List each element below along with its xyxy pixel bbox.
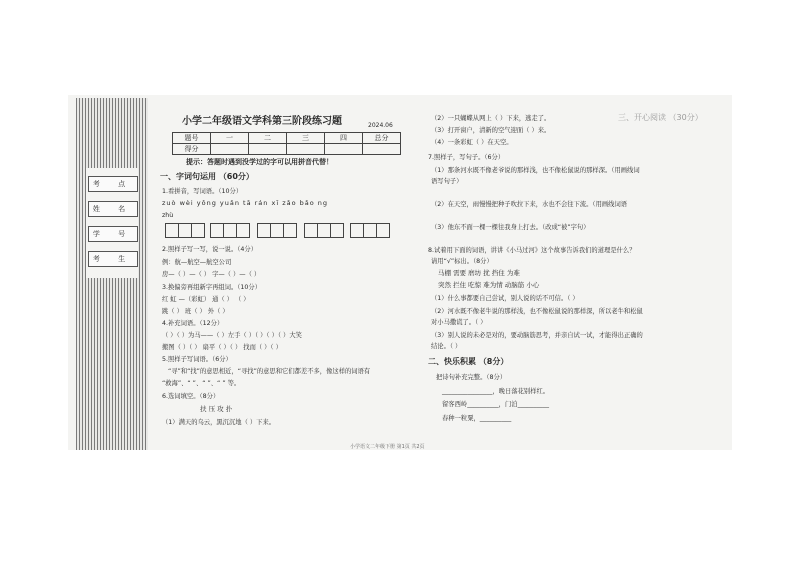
binding-label-student: 考 生 — [88, 251, 138, 267]
binding-label-name: 姓 名 — [88, 201, 138, 217]
q7-item-3: （3）他东不面一棵一棵往我身上打去。（改成“被”字句） — [431, 224, 590, 231]
q3-line-1: 红 虹 —（彩虹） 通（ ） （ ） — [162, 296, 250, 303]
s2-line-3: 春种一粒粟，__________ — [442, 415, 512, 422]
binding-label-exam-site: 考 点 — [88, 176, 138, 192]
q2-prompt: 2.照样子写一写，说一说。（4分） — [162, 246, 258, 253]
q7-item-1: （1）那条河水既不像老爷说的那样浅，也不像松鼠说的那样深。（用画线词 — [431, 167, 640, 174]
section-2-heading: 二、快乐积累 （8分） — [428, 357, 509, 366]
q8-statement-3b: 结论。（ ） — [431, 343, 462, 350]
score-cell — [325, 144, 363, 155]
q8-prompt: 8.试着用下面的词语，讲讲《小马过河》这个故事告诉我们的道理是什么？ — [428, 247, 636, 254]
q8-statement-2b: 对小马撒谎了。（ ） — [431, 319, 487, 326]
q4-line-2: 搬图（ ）（ ） 扇平（ ）（ ） 找而（ ）（ ） — [162, 344, 282, 351]
q5-text: “寻”和“找”的意思相近，“寻找”的意思和它们都差不多，像这样的词语有 — [168, 368, 371, 375]
exam-date: 2024.06 — [368, 122, 393, 129]
page-footer: 小学语文二年级下册 第1页 共2页 — [350, 444, 425, 450]
q6-prompt: 6.选词填空。（8分） — [162, 393, 220, 400]
q7-item-1b: 语写句子） — [431, 178, 463, 185]
q4-line-1: （ ）（ ）为马——（ ）左手（ ）（ ）（ ）（ ）大笑 — [162, 332, 302, 339]
q8-word-bank-1: 马棚 需要 磨坊 扰 挡住 为难 — [438, 269, 520, 277]
score-cell — [363, 144, 401, 155]
answer-grid-4 — [304, 223, 343, 238]
q4-prompt: 4.补充词语。（12分） — [162, 320, 224, 327]
q2-line: 房—（ ）—（ ） 字—（ ）—（ ） — [162, 271, 261, 278]
answer-grid-1 — [165, 223, 204, 238]
q6-line-3: （3）打开窗户，清新的空气迎面（ ）来。 — [431, 127, 551, 134]
section-3-heading: 三、开心阅读 （30分） — [618, 113, 703, 122]
score-table-score-row — [173, 144, 401, 155]
q7-item-2: （2）在天空，雨慢慢把种子吹拉下来，水也不会往下流。（用画线词语 — [431, 201, 628, 208]
s2-prompt: 把诗句补充完整。（8分） — [436, 374, 507, 381]
q6-line-2: （2）一只蝴蝶从网上（ ）下来，逃走了。 — [431, 115, 551, 122]
exam-title: 小学二年级语文学科第三阶段练习题 — [182, 116, 342, 127]
score-cell: 三 — [287, 133, 325, 144]
q1-pinyin-2: zhù — [162, 212, 174, 219]
q8-word-bank-2: 突然 拦住 吃惊 难为情 动脑筋 小心 — [438, 281, 540, 289]
s2-line-2: 留客西岭__________，门泊__________ — [442, 401, 550, 408]
score-cell — [249, 144, 287, 155]
score-cell: 题号 — [173, 133, 211, 144]
answer-grid-5 — [350, 223, 389, 238]
exam-tip: 提示：答题时遇到没学过的字可以用拼音代替！ — [186, 158, 333, 166]
q6-options: 扶 压 攻 扑 — [200, 405, 233, 413]
answer-grid-3 — [257, 223, 296, 238]
q8-prompt-2: 请用“√”标出。（8分） — [431, 258, 493, 265]
score-cell: 一 — [211, 133, 249, 144]
q2-example: 例：航—航空—航空公司 — [162, 259, 232, 266]
q3-line-2: 跳（ ） 班（ ） 外（ ） — [162, 308, 229, 315]
q3-prompt: 3.换偏旁再组新字再组词。（10分） — [162, 284, 262, 291]
q6-line-1: （1）满天的乌云，黑沉沉地（ ）下来。 — [162, 419, 276, 426]
q8-statement-2: （2）河水既不像老牛说的那样浅，也不像松鼠说的那样深，所以老牛和松鼠 — [431, 308, 643, 315]
score-table — [172, 132, 401, 155]
score-cell: 二 — [249, 133, 287, 144]
q5-text-2: “救海”、“ ”、“ ”、“ ” 等。 — [162, 380, 241, 387]
q7-prompt: 7.照样子，写句子。（6分） — [428, 154, 505, 161]
q8-statement-3: （3）别人说的未必是对的，要动脑筋思考，并亲自试一试，才能得出正确的 — [431, 332, 643, 339]
score-table-header-row — [173, 133, 401, 144]
q1-prompt: 1.看拼音，写词语。（10分） — [162, 188, 243, 195]
score-cell: 总分 — [363, 133, 401, 144]
q5-prompt: 5.照样子写词语。（6分） — [162, 356, 232, 363]
q1-pinyin: zuò wèi yǒng yuǎn tā rán xī zǎo bǎo ng — [162, 199, 329, 207]
binding-label-number: 学 号 — [88, 226, 138, 242]
score-cell — [287, 144, 325, 155]
score-cell — [211, 144, 249, 155]
score-cell: 四 — [325, 133, 363, 144]
s2-line-1: ________________，晚日落花别样红。 — [442, 388, 550, 395]
q6-line-4: （4）一条彩虹（ ）在天空。 — [431, 139, 513, 146]
score-cell: 得分 — [173, 144, 211, 155]
q8-statement-1: （1）什么事都要自己尝试，别人说的话不可信。（ ） — [431, 295, 579, 302]
answer-grid-2 — [210, 223, 249, 238]
section-1-heading: 一、字词句运用 （60分） — [160, 172, 254, 181]
